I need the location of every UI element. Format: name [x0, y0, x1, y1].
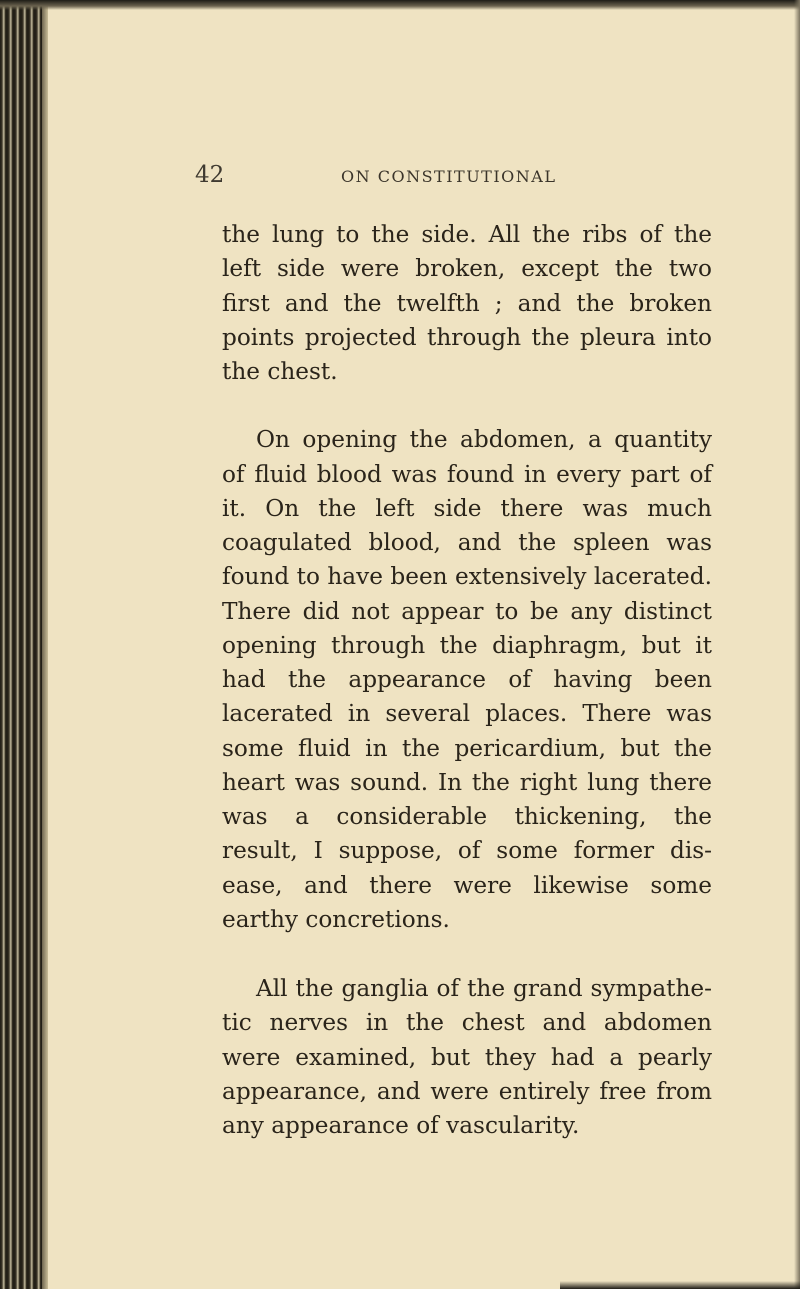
gutter-shadow	[42, 0, 48, 1289]
body-text	[222, 218, 712, 1143]
page-header	[195, 162, 575, 192]
running-head: ON CONSTITUTIONAL	[341, 167, 557, 186]
paragraph-3: All the ganglia of the grand sympathetic nerves in the chest and abdomen were examined, but they had a pearly appearance, and were entirely free from any appearance of vascularity.	[222, 975, 712, 1139]
book-binding-gutter	[0, 0, 42, 1289]
page-number: 42	[195, 162, 225, 188]
page-bottom-edge	[560, 1281, 800, 1289]
paragraph-2: On opening the abdomen, a quantity of fluid blood was found in every part of it. On the left side there was much coagulated blood, and the spleen was found to have been extensively lacerated. There did not appear to be any distinct opening through the diaphragm, but it had the appearance of having been lacerated in several places. There was some fluid in the pericardium, but the heart was sound. In the right lung there was a considerable thickening, the result, I suppose, of some former disease, and there were likewise some earthy concretions.	[222, 426, 712, 933]
page-right-edge	[794, 0, 800, 1289]
page-top-edge	[0, 0, 800, 10]
paragraph-1: the lung to the side. All the ribs of the left side were broken, except the two first and the twelfth ; and the broken points projected through the pleura into the chest.	[222, 221, 712, 385]
